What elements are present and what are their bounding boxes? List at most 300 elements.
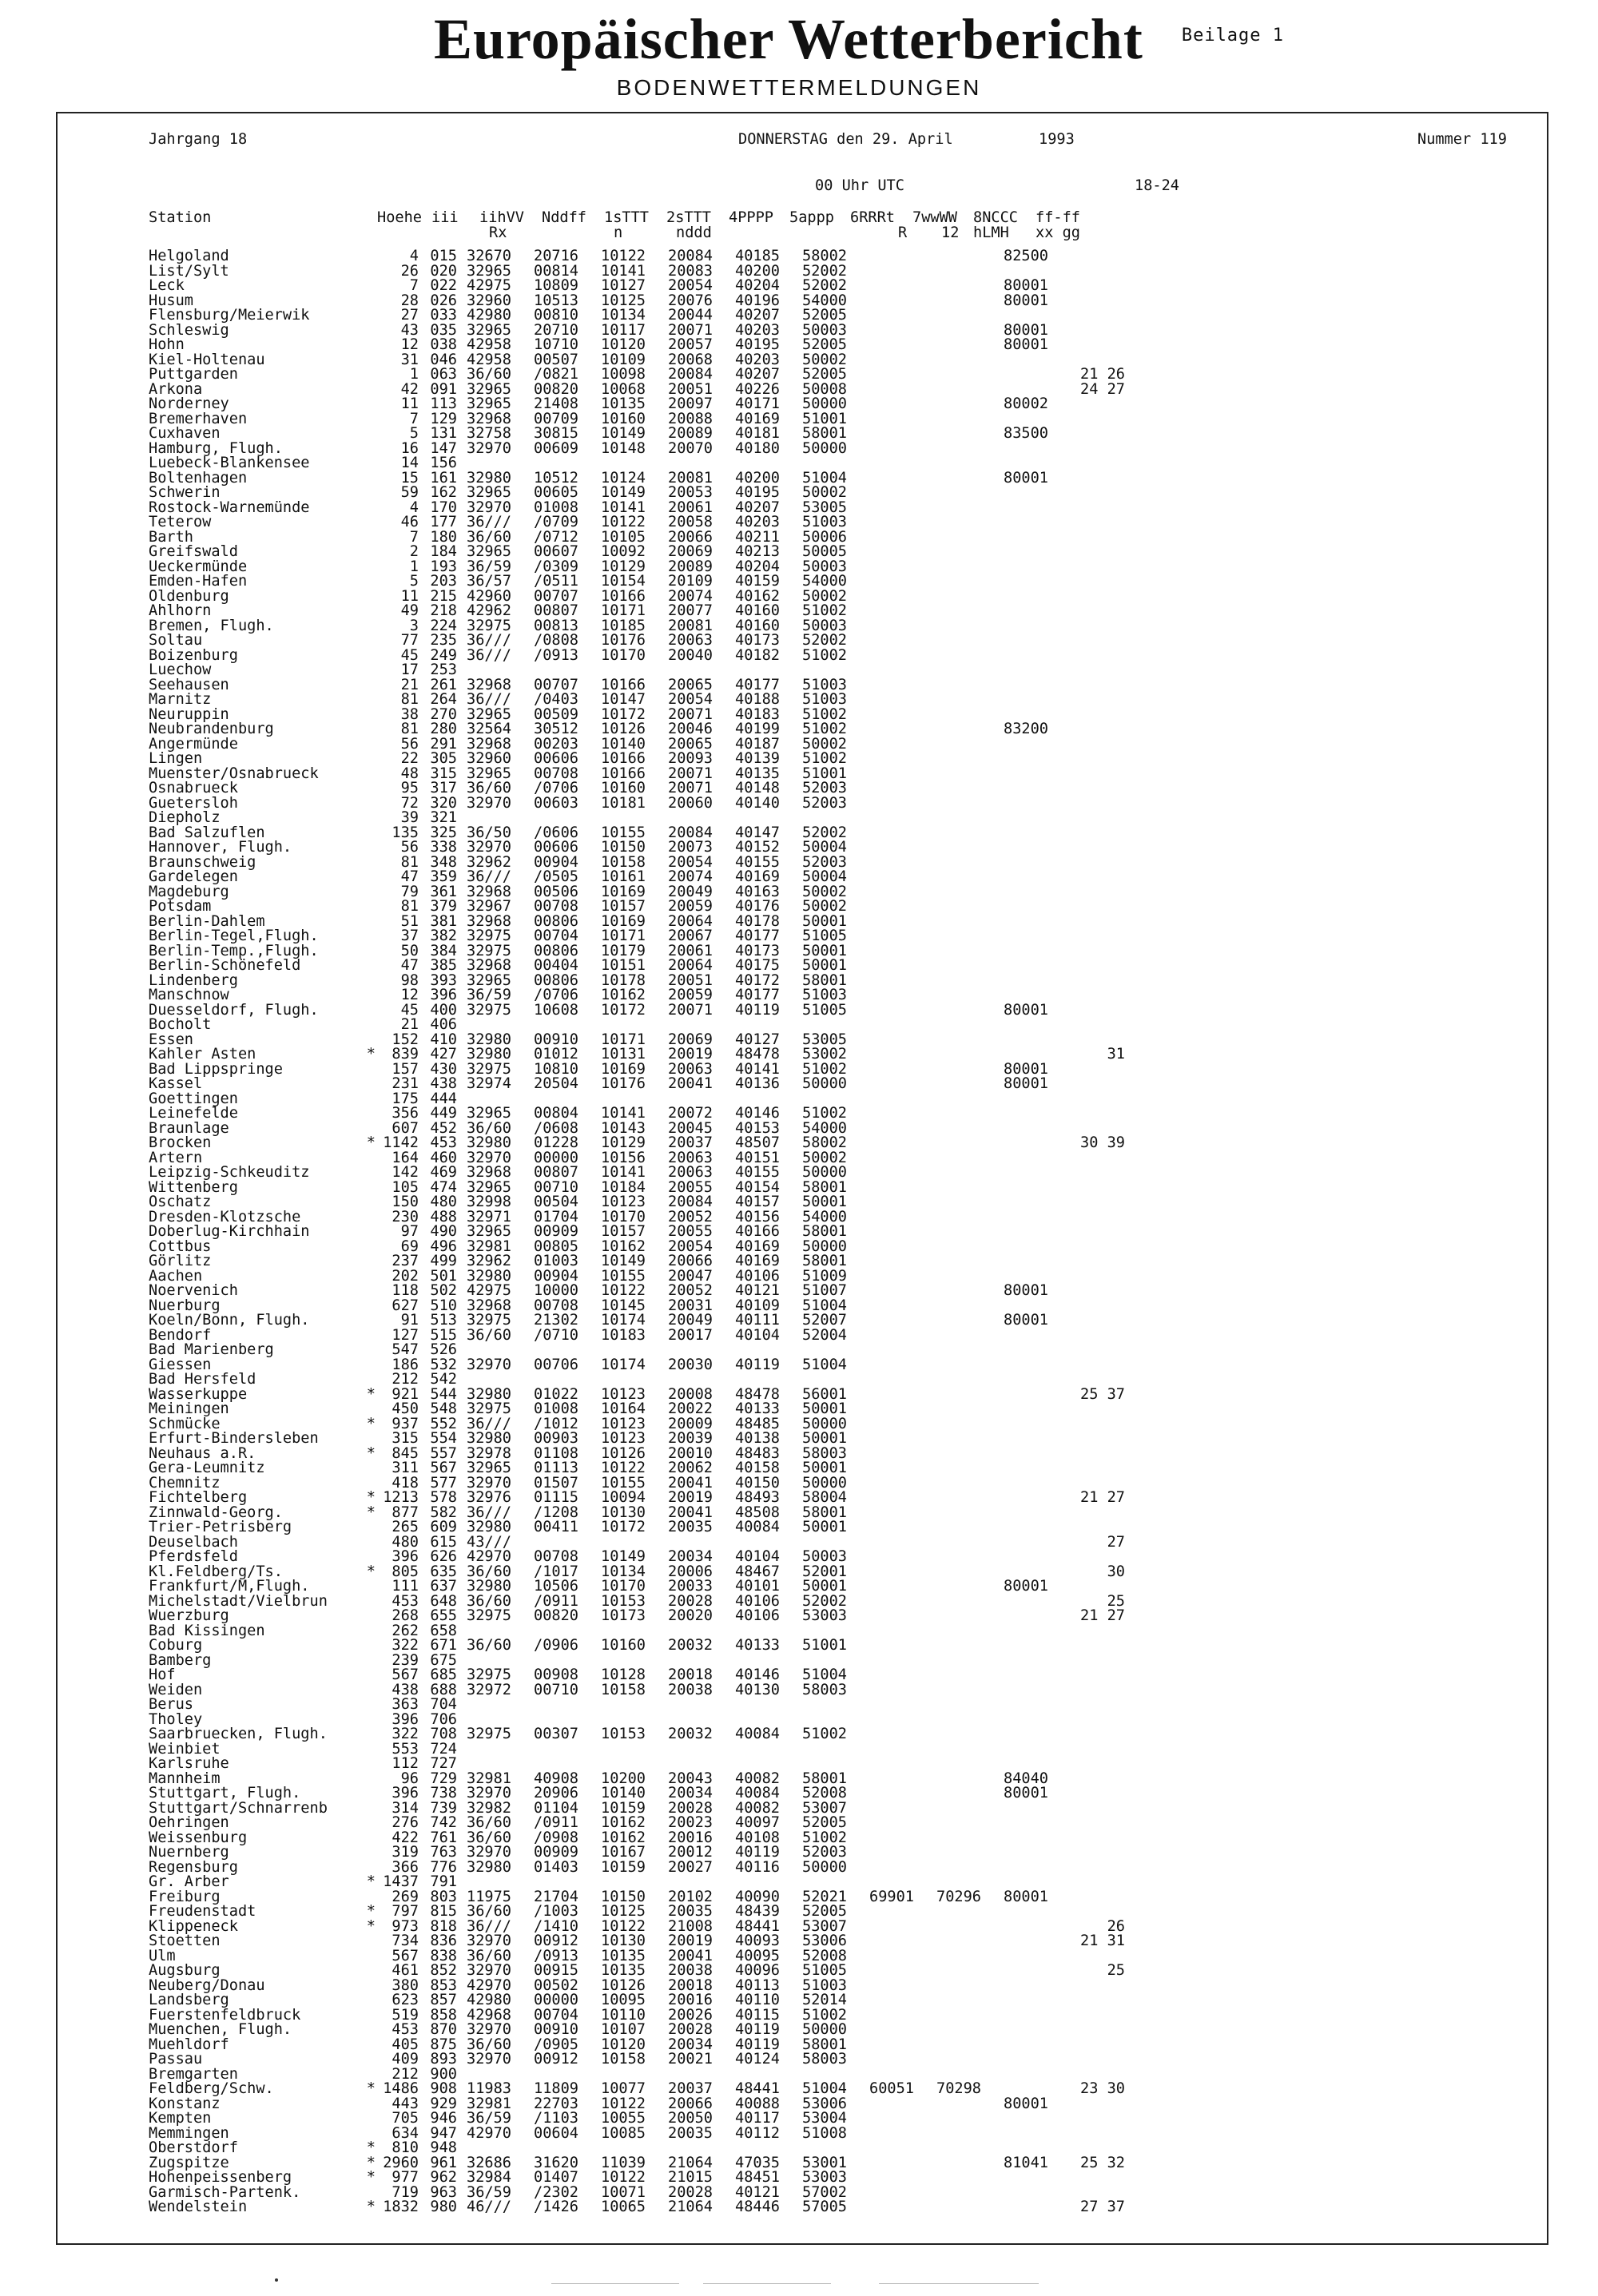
mountain-marker: *	[366, 1446, 376, 1461]
pppp-value: 40200	[735, 471, 780, 486]
station-name: Muehldorf	[149, 2037, 229, 2052]
station-height: 438	[392, 1682, 419, 1698]
station-id: 544	[430, 1387, 457, 1402]
cell-gap	[654, 2023, 668, 2038]
ttt1-value: 10156	[601, 1150, 646, 1166]
cell-gap	[989, 1875, 1004, 1890]
ttt2-value: 20063	[668, 1166, 713, 1181]
cell-gap	[457, 308, 467, 324]
cell-gap	[586, 1698, 601, 1713]
ww-value	[936, 1033, 989, 1048]
cell-gap	[586, 649, 601, 664]
rrr-value	[869, 885, 922, 900]
iihvv-value: 36/60	[467, 1328, 511, 1343]
pppp-value: 40178	[735, 914, 780, 929]
ww-value	[936, 678, 989, 693]
ttt1-value: 10109	[601, 352, 646, 367]
station-name: Stuttgart/Schnarrenb	[149, 1801, 328, 1816]
mountain-marker	[345, 1284, 376, 1299]
cell-gap	[922, 442, 936, 457]
cell-gap	[855, 944, 869, 959]
cell-gap	[721, 1920, 735, 1935]
station-name: Garmisch-Partenk.	[149, 2185, 301, 2200]
cell-gap	[788, 663, 802, 678]
station-name: Bremen, Flugh.	[149, 618, 274, 634]
cell-gap	[855, 338, 869, 353]
cell-gap	[922, 1122, 936, 1137]
cell-gap	[654, 959, 668, 974]
cell-gap	[457, 2082, 467, 2097]
cell-gap	[654, 1166, 668, 1181]
station-name: Boltenhagen	[149, 471, 248, 486]
nddff-value: 30815	[534, 427, 578, 442]
cell-gap	[457, 649, 467, 664]
ttt2-value: 20052	[668, 1210, 713, 1225]
ww-value	[936, 1003, 989, 1019]
station-height: 519	[392, 2008, 419, 2023]
cell-gap	[721, 988, 735, 1003]
cell-gap	[586, 826, 601, 841]
ccc-value	[1004, 2171, 1056, 2186]
station-height: 5	[409, 427, 419, 442]
cell-gap	[586, 1329, 601, 1344]
pppp-value: 40169	[735, 1254, 780, 1269]
cell-gap	[855, 1727, 869, 1742]
station-name: Bamberg	[149, 1653, 212, 1668]
station-height: 105	[392, 1180, 419, 1195]
table-row	[149, 1269, 1125, 1285]
ttt1-value: 10140	[601, 1786, 646, 1801]
cell-gap	[922, 885, 936, 900]
cell-gap	[457, 324, 467, 339]
cell-gap	[519, 2082, 534, 2097]
cell-gap	[922, 1047, 936, 1063]
ww-value: 70296	[936, 1889, 981, 1905]
cell-gap	[788, 294, 802, 309]
table-row	[149, 1727, 1125, 1742]
cell-gap	[922, 1166, 936, 1181]
station-height: 45	[400, 1003, 419, 1018]
station-name: Brocken	[149, 1136, 212, 1151]
cell-gap	[855, 1122, 869, 1137]
mountain-marker	[345, 693, 376, 708]
appp-value: 51004	[802, 471, 847, 486]
cell-gap	[721, 929, 735, 944]
cell-gap	[654, 619, 668, 634]
iihvv-value: 36/59	[467, 988, 511, 1003]
cell-gap	[922, 693, 936, 708]
station-name: Stoetten	[149, 1934, 221, 1949]
rrr-value	[869, 1417, 922, 1432]
station-id: 449	[430, 1106, 457, 1122]
ccc-value	[1004, 1535, 1056, 1551]
cell-gap	[788, 2052, 802, 2068]
cell-gap	[788, 1018, 802, 1033]
appp-value: 50000	[802, 441, 847, 456]
table-row	[149, 1698, 1125, 1713]
station-id: 305	[430, 752, 457, 767]
station-height: 69	[400, 1239, 419, 1254]
station-name: Trier-Petrisberg	[149, 1520, 292, 1535]
pppp-value: 40095	[735, 1948, 780, 1964]
pppp-value: 40127	[735, 1032, 780, 1047]
cell-gap	[654, 1432, 668, 1447]
cell-gap	[989, 885, 1004, 900]
cell-gap	[989, 2052, 1004, 2068]
appp-value	[802, 2141, 855, 2156]
iihvv-value: 42975	[467, 1284, 511, 1299]
cell-gap	[457, 1343, 467, 1358]
ww-value	[936, 1195, 989, 1210]
cell-gap	[788, 1964, 802, 1979]
rrr-value	[869, 796, 922, 812]
cell-gap	[788, 560, 802, 575]
ff-value	[1056, 1476, 1125, 1492]
cell-gap	[519, 1388, 534, 1403]
ww-value	[936, 1639, 989, 1654]
cell-gap	[457, 1329, 467, 1344]
ww-value	[936, 308, 989, 324]
cell-gap	[989, 900, 1004, 915]
station-name: Neuberg/Donau	[149, 1978, 265, 1993]
cell-gap	[457, 708, 467, 723]
mountain-marker	[345, 1639, 376, 1654]
station-height: 623	[392, 1993, 419, 2008]
cell-gap	[654, 574, 668, 590]
ccc-value: 80001	[1004, 293, 1048, 308]
cell-gap	[654, 2186, 668, 2201]
station-name: Neuhaus a.R.	[149, 1446, 256, 1461]
cell-gap	[586, 1092, 601, 1107]
cell-gap	[654, 1595, 668, 1610]
mountain-marker	[345, 1579, 376, 1595]
pppp-value: 40146	[735, 1668, 780, 1683]
cell-gap	[788, 1890, 802, 1905]
rrr-value	[869, 545, 922, 560]
ww-value	[936, 885, 989, 900]
ttt1-value	[601, 1372, 654, 1388]
cell-gap	[922, 501, 936, 516]
station-height: 1	[409, 559, 419, 574]
cell-gap	[457, 767, 467, 782]
cell-gap	[457, 1535, 467, 1551]
cell-gap	[989, 1343, 1004, 1358]
cell-gap	[788, 1240, 802, 1255]
mountain-marker	[345, 2111, 376, 2127]
cell-gap	[922, 900, 936, 915]
ff-value	[1056, 1654, 1125, 1669]
table-row	[149, 560, 1125, 575]
cell-gap	[855, 427, 869, 442]
station-name: Wasserkuppe	[149, 1387, 248, 1402]
cell-gap	[457, 486, 467, 501]
station-id: 577	[430, 1476, 457, 1491]
ttt2-value: 20045	[668, 1121, 713, 1136]
ttt1-value	[601, 1535, 654, 1551]
cell-gap	[788, 722, 802, 737]
cell-gap	[519, 1816, 534, 1831]
table-row	[149, 708, 1125, 723]
station-id: 218	[430, 604, 457, 619]
ccc-value	[1004, 974, 1056, 989]
station-name: Koeln/Bonn, Flugh.	[149, 1313, 310, 1329]
cell-gap	[922, 1372, 936, 1388]
rrr-value	[869, 2186, 922, 2201]
cell-gap	[788, 2141, 802, 2156]
cell-gap	[922, 486, 936, 501]
station-name: Karlsruhe	[149, 1757, 229, 1772]
cell-gap	[721, 826, 735, 841]
mountain-marker	[345, 634, 376, 649]
cell-gap	[788, 1683, 802, 1698]
cell-gap	[721, 515, 735, 530]
cell-gap	[788, 2111, 802, 2127]
nddff-value: 01507	[534, 1476, 578, 1491]
cell-gap	[989, 308, 1004, 324]
table-row	[149, 442, 1125, 457]
mountain-marker	[345, 530, 376, 546]
station-name: Rostock-Warnemünde	[149, 500, 310, 515]
cell-gap	[654, 442, 668, 457]
ccc-value: 80001	[1004, 1313, 1048, 1329]
rrr-value	[869, 1122, 922, 1137]
station-name: Flensburg/Meierwik	[149, 308, 310, 324]
ttt2-value: 20055	[668, 1225, 713, 1240]
mountain-marker	[345, 1077, 376, 1092]
cell-gap	[721, 2068, 735, 2083]
ff-value	[1056, 1757, 1125, 1772]
cell-gap	[989, 1210, 1004, 1225]
ttt1-value: 10141	[601, 1106, 646, 1122]
station-name: Coburg	[149, 1639, 203, 1654]
cell-gap	[855, 1845, 869, 1861]
iihvv-value: 32960	[467, 293, 511, 308]
ff-value	[1056, 2097, 1125, 2112]
appp-value: 50008	[802, 382, 847, 397]
cell-gap	[519, 811, 534, 826]
nddff-value	[534, 1018, 586, 1033]
ttt2-value: 20071	[668, 766, 713, 781]
ttt1-value: 10129	[601, 559, 646, 574]
cell-gap	[654, 781, 668, 796]
ww-value	[936, 663, 989, 678]
ff-value	[1056, 604, 1125, 619]
cell-gap	[788, 885, 802, 900]
cell-gap	[654, 974, 668, 989]
table-row	[149, 767, 1125, 782]
pppp-value: 40203	[735, 323, 780, 338]
mountain-marker	[345, 1003, 376, 1019]
cell-gap	[457, 2008, 467, 2024]
cell-gap	[989, 1151, 1004, 1166]
cell-gap	[855, 1905, 869, 1920]
cell-gap	[519, 1122, 534, 1137]
station-height: 265	[392, 1520, 419, 1535]
appp-value	[802, 811, 855, 826]
station-height: 186	[392, 1357, 419, 1372]
ccc-value	[1004, 1861, 1056, 1876]
ttt2-value	[668, 2068, 721, 2083]
mountain-marker: *	[366, 1387, 376, 1402]
ccc-value	[1004, 1402, 1056, 1417]
station-height: 31	[400, 352, 419, 367]
iihvv-value: 32970	[467, 500, 511, 515]
pppp-value: 40106	[735, 1609, 780, 1624]
iihvv-value: 32965	[467, 766, 511, 781]
cell-gap	[586, 1668, 601, 1683]
station-id: 515	[430, 1328, 457, 1343]
pppp-value	[735, 2141, 788, 2156]
cell-gap	[989, 545, 1004, 560]
station-name: Soltau	[149, 634, 203, 649]
cell-gap	[457, 1949, 467, 1964]
cell-gap	[457, 353, 467, 368]
mountain-marker	[345, 1595, 376, 1610]
rrr-value	[869, 678, 922, 693]
station-id: 180	[430, 530, 457, 545]
station-height: 1213	[383, 1491, 419, 1506]
ff-value	[1056, 2052, 1125, 2068]
pppp-value: 40153	[735, 1121, 780, 1136]
ttt1-value	[601, 2141, 654, 2156]
cell-gap	[654, 1801, 668, 1817]
nddff-value: 00820	[534, 1609, 578, 1624]
pppp-value	[735, 2068, 788, 2083]
ff-value: 25 32	[1080, 2155, 1125, 2171]
cell-gap	[989, 2097, 1004, 2112]
nddff-value: /1003	[534, 1905, 578, 1920]
cell-gap	[457, 2052, 467, 2068]
cell-gap	[989, 442, 1004, 457]
appp-value	[802, 1535, 855, 1551]
ff-value	[1056, 1845, 1125, 1861]
iihvv-value: 32975	[467, 1402, 511, 1417]
table-row	[149, 456, 1125, 471]
cell-gap	[855, 856, 869, 871]
cell-gap	[922, 1136, 936, 1151]
station-height: 453	[392, 2023, 419, 2038]
mountain-marker	[345, 663, 376, 678]
station-height: 797	[392, 1905, 419, 1920]
cell-gap	[788, 929, 802, 944]
cell-gap	[788, 383, 802, 398]
ttt1-value: 10150	[601, 840, 646, 856]
cell-gap	[586, 530, 601, 546]
ff-value	[1056, 900, 1125, 915]
ccc-value	[1004, 1698, 1056, 1713]
cell-gap	[519, 2008, 534, 2024]
table-row	[149, 1476, 1125, 1492]
station-id: 858	[430, 2008, 457, 2023]
ttt2-value: 20049	[668, 1313, 713, 1329]
ww-value	[936, 1254, 989, 1269]
cell-gap	[989, 1668, 1004, 1683]
cell-gap	[519, 427, 534, 442]
nddff-value: 00704	[534, 929, 578, 944]
station-height: 81	[400, 693, 419, 708]
iihvv-value: 32970	[467, 1150, 511, 1166]
mountain-marker	[345, 1299, 376, 1314]
nddff-value	[534, 1343, 586, 1358]
cell-gap	[922, 560, 936, 575]
station-id: 022	[430, 279, 457, 294]
ff-value	[1056, 2171, 1125, 2186]
cell-gap	[457, 1934, 467, 1949]
cell-gap	[922, 959, 936, 974]
ttt2-value: 20065	[668, 677, 713, 693]
cell-gap	[922, 2082, 936, 2097]
cell-gap	[457, 1609, 467, 1624]
appp-value: 51002	[802, 1106, 847, 1122]
ww-value	[936, 1742, 989, 1758]
mountain-marker	[345, 1195, 376, 1210]
nddff-value: 01012	[534, 1047, 578, 1063]
cell-gap	[586, 2141, 601, 2156]
cell-gap	[989, 1063, 1004, 1078]
station-id: 615	[430, 1535, 457, 1550]
nddff-value: /0403	[534, 693, 578, 708]
ttt2-value: 20027	[668, 1860, 713, 1875]
iihvv-value: 32980	[467, 1579, 511, 1595]
pppp-value	[735, 1654, 788, 1669]
ttt1-value	[601, 1742, 654, 1758]
ttt2-value: 20071	[668, 323, 713, 338]
cell-gap	[721, 1388, 735, 1403]
ff-value	[1056, 1520, 1125, 1535]
ww-value	[936, 959, 989, 974]
cell-gap	[855, 1609, 869, 1624]
iihvv-value: 32980	[467, 1269, 511, 1284]
cell-gap	[989, 1757, 1004, 1772]
mountain-marker	[345, 294, 376, 309]
table-row	[149, 308, 1125, 324]
cell-gap	[519, 1801, 534, 1817]
appp-value: 50000	[802, 1860, 847, 1875]
mountain-marker	[345, 1033, 376, 1048]
cell-gap	[654, 1742, 668, 1758]
cell-gap	[721, 397, 735, 412]
appp-value	[802, 1875, 855, 1890]
cell-gap	[922, 2171, 936, 2186]
cell-gap	[855, 1579, 869, 1595]
ttt2-value: 20034	[668, 1550, 713, 1565]
station-height: 72	[400, 796, 419, 811]
nddff-value	[534, 1092, 586, 1107]
station-id: 502	[430, 1284, 457, 1299]
cell-gap	[855, 1432, 869, 1447]
ttt1-value: 10143	[601, 1121, 646, 1136]
cell-gap	[457, 545, 467, 560]
rrr-value	[869, 1757, 922, 1772]
appp-value: 52005	[802, 338, 847, 353]
pppp-value: 48485	[735, 1416, 780, 1432]
ttt1-value: 10173	[601, 1609, 646, 1624]
ttt2-value: 20054	[668, 693, 713, 708]
cell-gap	[457, 1786, 467, 1801]
station-id: 033	[430, 308, 457, 324]
cell-gap	[788, 1550, 802, 1565]
station-name: Osnabrueck	[149, 781, 238, 796]
station-height: 38	[400, 707, 419, 722]
cell-gap	[989, 1579, 1004, 1595]
cell-gap	[457, 515, 467, 530]
cell-gap	[855, 545, 869, 560]
rrr-value	[869, 2200, 922, 2215]
ccc-value	[1004, 1372, 1056, 1388]
cell-gap	[586, 590, 601, 605]
ttt1-value: 10124	[601, 471, 646, 486]
iihvv-value: 32965	[467, 486, 511, 501]
